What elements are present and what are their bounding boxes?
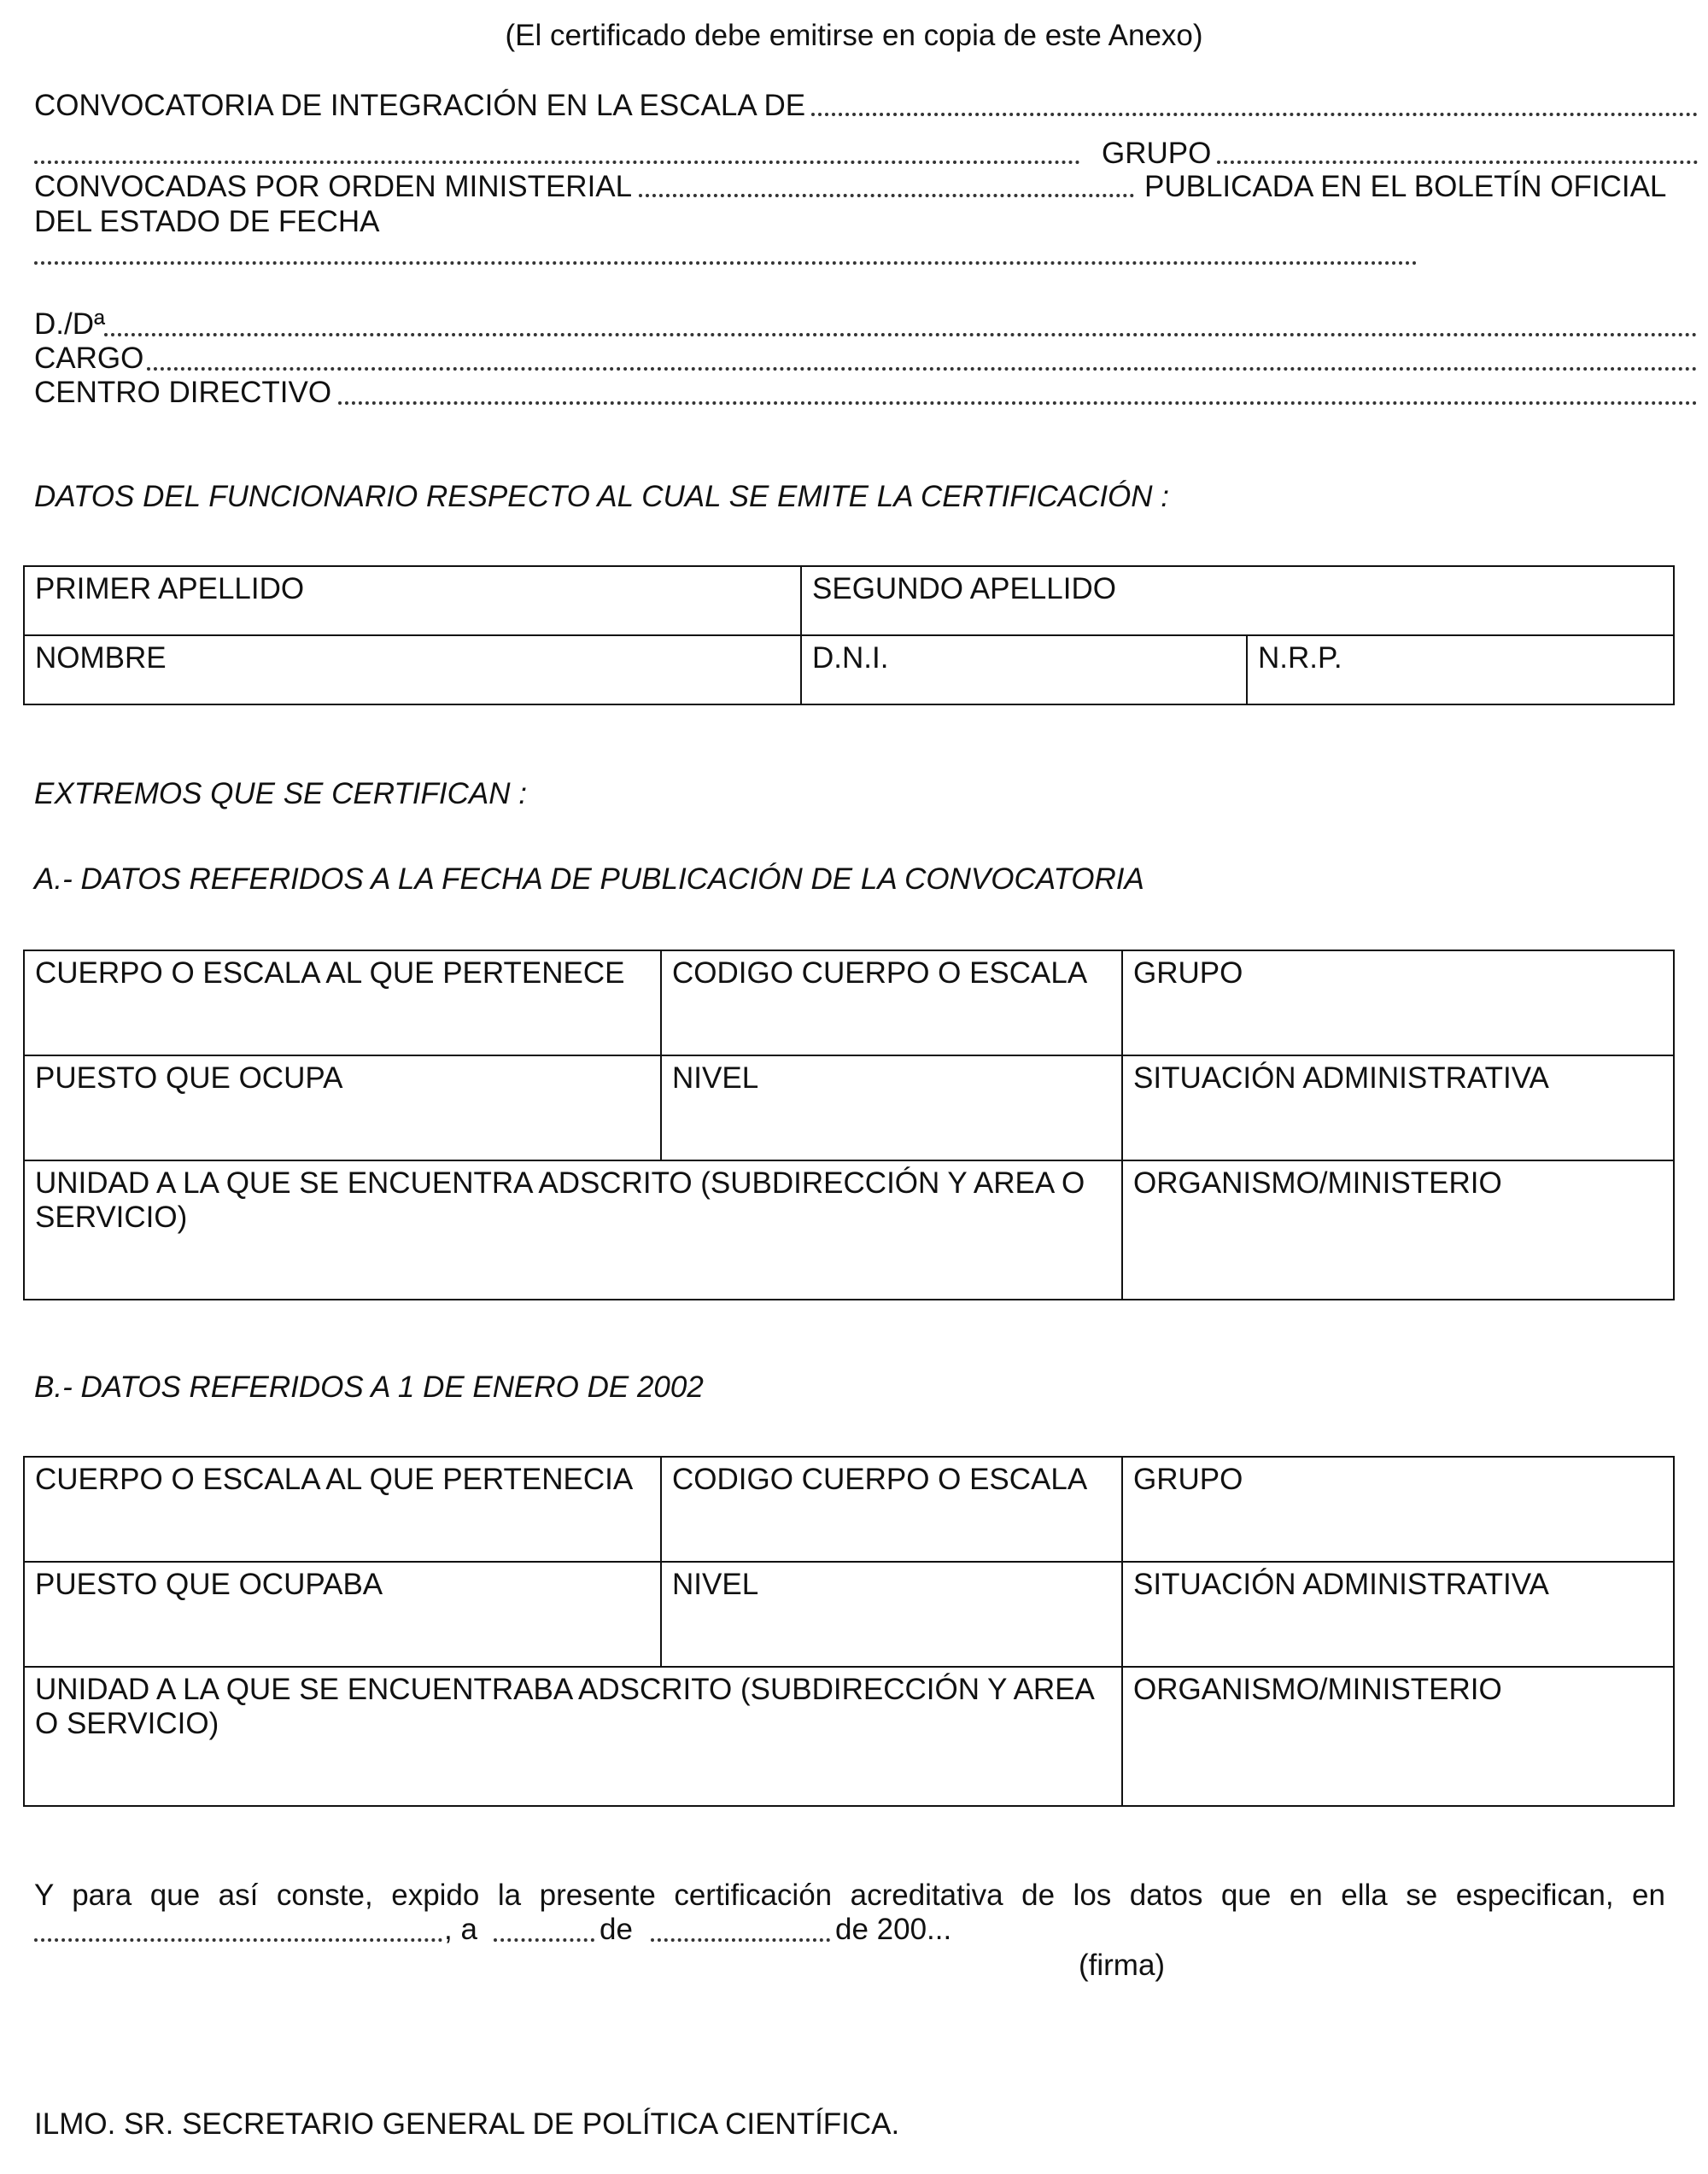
grupo-fill-line[interactable] [1217,161,1698,164]
fecha-label: DEL ESTADO DE FECHA [34,205,380,238]
lugar-fill-line[interactable] [34,1938,442,1942]
segundo-apellido-cell[interactable] [801,566,1674,635]
b-nivel-cell[interactable] [661,1562,1122,1667]
centro-fill-line[interactable] [338,401,1698,405]
datos-funcionario-heading: DATOS DEL FUNCIONARIO RESPECTO AL CUAL SE EMITE LA CERTIFICACIÓN : [34,480,1170,513]
cierre-de2: de 200... [835,1913,952,1946]
b-unidad-cell[interactable] [24,1667,1122,1806]
seccion-b-table [23,1456,1675,1807]
a-situacion-cell[interactable] [1122,1055,1674,1160]
b-codigo-label: CODIGO CUERPO O ESCALA [672,1463,1088,1496]
b-situacion-label: SITUACIÓN ADMINISTRATIVA [1133,1568,1549,1601]
b-organismo-label: ORGANISMO/MINISTERIO [1133,1673,1502,1706]
dni-label: D.N.I. [812,641,889,675]
b-organismo-cell[interactable] [1122,1667,1674,1806]
nrp-label: N.R.P. [1258,641,1342,675]
b-grupo-label: GRUPO [1133,1463,1243,1496]
destinatario: ILMO. SR. SECRETARIO GENERAL DE POLÍTICA CIENTÍFICA. [34,2107,900,2141]
header-note: (El certificado debe emitirse en copia de este Anexo) [505,19,1203,52]
dd-label: D./Dª [34,307,105,341]
escala-fill-line-2[interactable] [34,161,1080,164]
a-grupo-cell[interactable] [1122,950,1674,1055]
b-grupo-cell[interactable] [1122,1457,1674,1562]
seccion-a-heading: A.- DATOS REFERIDOS A LA FECHA DE PUBLICACIÓN DE LA CONVOCATORIA [34,862,1144,896]
grupo-label: GRUPO [1102,137,1212,170]
nrp-cell[interactable] [1247,635,1674,704]
primer-apellido-cell[interactable] [24,566,801,635]
a-cuerpo-cell[interactable] [24,950,661,1055]
a-puesto-label: PUESTO QUE OCUPA [35,1061,343,1095]
b-cuerpo-cell[interactable] [24,1457,661,1562]
convocatoria-label: CONVOCATORIA DE INTEGRACIÓN EN LA ESCALA DE [34,89,806,122]
a-codigo-label: CODIGO CUERPO O ESCALA [672,956,1088,990]
a-grupo-label: GRUPO [1133,956,1243,990]
primer-apellido-label: PRIMER APELLIDO [35,572,305,605]
cargo-fill-line[interactable] [147,367,1698,371]
b-codigo-cell[interactable] [661,1457,1122,1562]
cargo-label: CARGO [34,342,144,375]
a-unidad-label: UNIDAD A LA QUE SE ENCUENTRA ADSCRITO (SUBDIRECCIÓN Y AREA O SERVICIO) [35,1166,1085,1234]
nombre-cell[interactable] [24,635,801,704]
funcionario-table [23,565,1675,705]
a-situacion-label: SITUACIÓN ADMINISTRATIVA [1133,1061,1549,1095]
b-cuerpo-label: CUERPO O ESCALA AL QUE PERTENECIA [35,1463,634,1496]
mes-fill-line[interactable] [651,1938,830,1942]
a-unidad-cell[interactable] [24,1160,1122,1300]
seccion-b-heading: B.- DATOS REFERIDOS A 1 DE ENERO DE 2002 [34,1370,704,1404]
orden-fill-line[interactable] [639,194,1134,197]
segundo-apellido-label: SEGUNDO APELLIDO [812,572,1116,605]
dia-fill-line[interactable] [494,1938,594,1942]
dni-cell[interactable] [801,635,1247,704]
firma-label: (firma) [1079,1949,1166,1982]
a-cuerpo-label: CUERPO O ESCALA AL QUE PERTENECE [35,956,625,990]
cierre-de1: de [600,1913,633,1946]
b-situacion-cell[interactable] [1122,1562,1674,1667]
a-organismo-cell[interactable] [1122,1160,1674,1300]
a-codigo-cell[interactable] [661,950,1122,1055]
a-nivel-cell[interactable] [661,1055,1122,1160]
publicada-label: PUBLICADA EN EL BOLETÍN OFICIAL [1144,170,1667,203]
escala-fill-line[interactable] [811,113,1698,116]
dd-fill-line[interactable] [104,333,1698,336]
b-puesto-label: PUESTO QUE OCUPABA [35,1568,383,1601]
cierre-a: , a [444,1913,477,1946]
extremos-heading: EXTREMOS QUE SE CERTIFICAN : [34,777,527,810]
orden-label: CONVOCADAS POR ORDEN MINISTERIAL [34,170,633,203]
nombre-label: NOMBRE [35,641,167,675]
a-puesto-cell[interactable] [24,1055,661,1160]
cierre-texto: Y para que así conste, expido la presente certificación acreditativa de los datos que en ella se especifican, en [34,1879,1665,1912]
b-puesto-cell[interactable] [24,1562,661,1667]
a-organismo-label: ORGANISMO/MINISTERIO [1133,1166,1502,1200]
centro-label: CENTRO DIRECTIVO [34,376,332,409]
seccion-a-table [23,950,1675,1300]
fecha-fill-line[interactable] [34,261,1418,265]
b-unidad-label: UNIDAD A LA QUE SE ENCUENTRABA ADSCRITO (SUBDIRECCIÓN Y AREA O SERVICIO) [35,1673,1093,1740]
b-nivel-label: NIVEL [672,1568,759,1601]
a-nivel-label: NIVEL [672,1061,759,1095]
